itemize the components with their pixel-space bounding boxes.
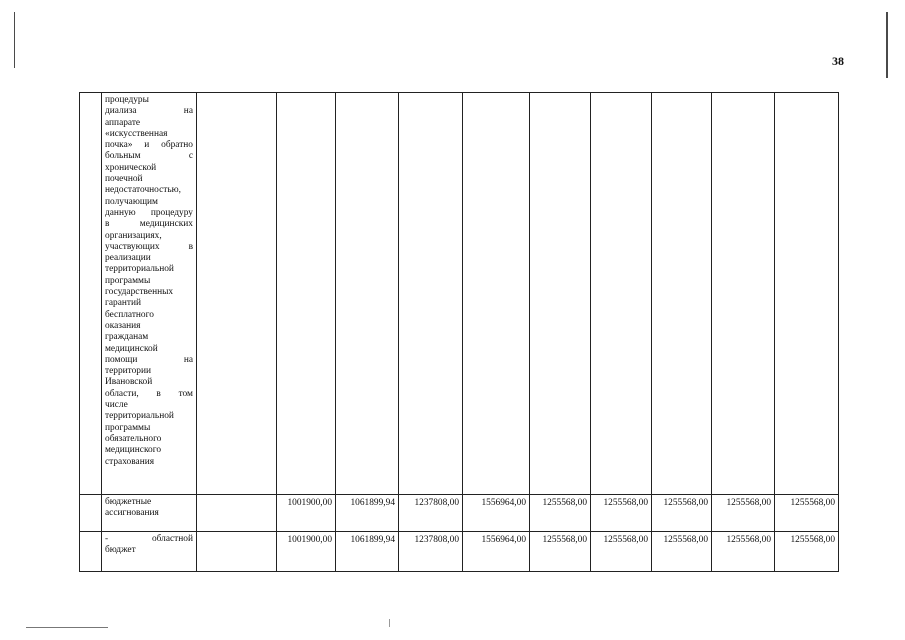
row-label-line: бюджет [105,545,136,556]
description-line: страхования [105,456,155,467]
empty-cell [712,93,775,495]
index-cell [80,93,102,495]
description-line: программы [105,422,151,433]
value-cell: 1255568,00 [775,495,839,532]
description-line: территориальной [105,264,174,275]
description-line: территориальной [105,411,174,422]
description-line: помощи на [105,354,193,365]
description-line: в медицинских [105,219,193,230]
table-row [80,495,839,532]
empty-cell [652,93,712,495]
value-cell: 1556964,00 [463,495,530,532]
empty-cell [399,93,463,495]
empty-cell [197,532,277,572]
row-label-line: ассигнования [105,508,159,519]
value-cell: 1001900,00 [277,495,336,532]
row-label-cell [102,495,197,532]
value-cell: 1061899,94 [336,532,399,572]
page-number: 38 [832,54,844,68]
description-line: медицинского [105,445,162,456]
scan-edge-bottom [26,627,108,628]
index-cell [80,532,102,572]
description-line: участвующих в [105,241,193,252]
value-cell: 1255568,00 [652,532,712,572]
empty-cell [277,93,336,495]
description-line: гарантий [105,298,142,309]
description-line: гражданам [105,332,149,343]
value-cell: 1255568,00 [591,495,652,532]
empty-cell [530,93,591,495]
value-cell: 1237808,00 [399,495,463,532]
description-line: «искусственная [105,128,168,139]
index-cell [80,495,102,532]
value-cell: 1255568,00 [530,532,591,572]
scan-edge-right [886,12,888,78]
description-line: области, в том [105,388,193,399]
value-cell: 1001900,00 [277,532,336,572]
description-line: государственных [105,287,174,298]
description-line: обязательного [105,433,162,444]
value-cell: 1556964,00 [463,532,530,572]
description-line: больным с [105,151,193,162]
value-cell: 1255568,00 [530,495,591,532]
value-cell: 1255568,00 [712,495,775,532]
table-row [80,93,839,495]
description-line: получающим [105,196,158,207]
description-line: почка» и обратно [105,140,193,151]
description-line: почечной [105,174,143,185]
empty-cell [336,93,399,495]
description-cell [102,93,197,495]
description-line: аппарате [105,117,141,128]
description-line: диализа на [105,106,193,117]
row-label-cell [102,532,197,572]
row-label-line: - областной [105,534,193,544]
table-row [80,532,839,572]
description-line: бесплатного [105,309,154,320]
empty-cell [197,93,277,495]
value-cell: 1255568,00 [775,532,839,572]
empty-cell [463,93,530,495]
row-label-line: бюджетные [105,497,152,507]
description-line: реализации [105,253,151,264]
budget-table [79,92,839,572]
scan-dot [389,619,390,627]
value-cell: 1255568,00 [591,532,652,572]
description-line: организациях, [105,230,162,241]
value-cell: 1255568,00 [652,495,712,532]
description-line: программы [105,275,151,286]
description-line: оказания [105,320,141,331]
description-line: территории [105,366,152,377]
description-line: медицинской [105,343,158,354]
value-cell: 1061899,94 [336,495,399,532]
description-line: недостаточностью, [105,185,181,196]
description-line: данную процедуру [105,207,193,218]
value-cell: 1255568,00 [712,532,775,572]
empty-cell [197,495,277,532]
empty-cell [591,93,652,495]
description-line: хронической [105,162,157,173]
description-line: процедуры [105,95,149,105]
scan-edge-left [14,12,15,68]
description-line: Ивановской [105,377,153,388]
empty-cell [775,93,839,495]
description-line: числе [105,400,128,411]
value-cell: 1237808,00 [399,532,463,572]
